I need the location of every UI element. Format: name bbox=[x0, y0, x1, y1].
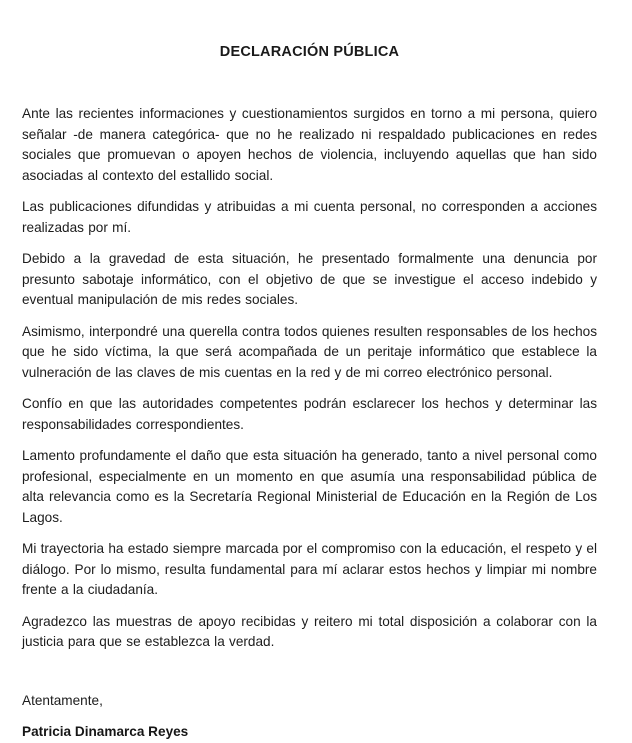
closing-salutation: Atentamente, bbox=[22, 692, 103, 708]
paragraph-6: Lamento profundamente el daño que esta situación ha generado, tanto a nivel personal como profesional, especialmente en un momento en que asumía una responsabilidad pública de alta relevancia como es la Secretaría Regional Ministerial de Educación en la Región de Los Lagos. bbox=[22, 448, 597, 525]
paragraph-8: Agradezco las muestras de apoyo recibidas y reitero mi total disposición a colaborar con la justicia para que se establezca la verdad. bbox=[22, 613, 597, 649]
paragraph-4: Asimismo, interpondré una querella contra todos quienes resulten responsables de los hechos que he sido víctima, la que será acompañada de un peritaje informático que establece la vulneración de las claves de mis cuentas en la red y de mi correo electrónico personal. bbox=[22, 323, 597, 380]
paragraph-2: Las publicaciones difundidas y atribuidas a mi cuenta personal, no corresponden a acciones realizadas por mí. bbox=[22, 199, 597, 235]
signature-name: Patricia Dinamarca Reyes bbox=[22, 724, 189, 739]
paragraph-1: Ante las recientes informaciones y cuestionamientos surgidos en torno a mi persona, quiero señalar -de manera categórica- que no he realizado ni respaldado publicaciones en redes sociales que promuevan o apoyen hechos de violencia, incluyendo aquellas que han sido asociadas al contexto del estallido social. bbox=[22, 106, 597, 183]
document-title: DECLARACIÓN PÚBLICA bbox=[219, 44, 400, 60]
paragraph-3: Debido a la gravedad de esta situación, he presentado formalmente una denuncia por presunto sabotaje informático, con el objetivo de que se investigue el acceso indebido y eventual manipulación de mis redes sociales. bbox=[22, 251, 597, 307]
paragraph-7: Mi trayectoria ha estado siempre marcada por el compromiso con la educación, el respeto y el diálogo. Por lo mismo, resulta fundamental para mí aclarar estos hechos y limpiar mi nombre frente a la ciudadanía. bbox=[22, 541, 597, 597]
paragraph-5: Confío en que las autoridades competentes podrán esclarecer los hechos y determinar las responsabilidades correspondientes. bbox=[22, 396, 597, 432]
